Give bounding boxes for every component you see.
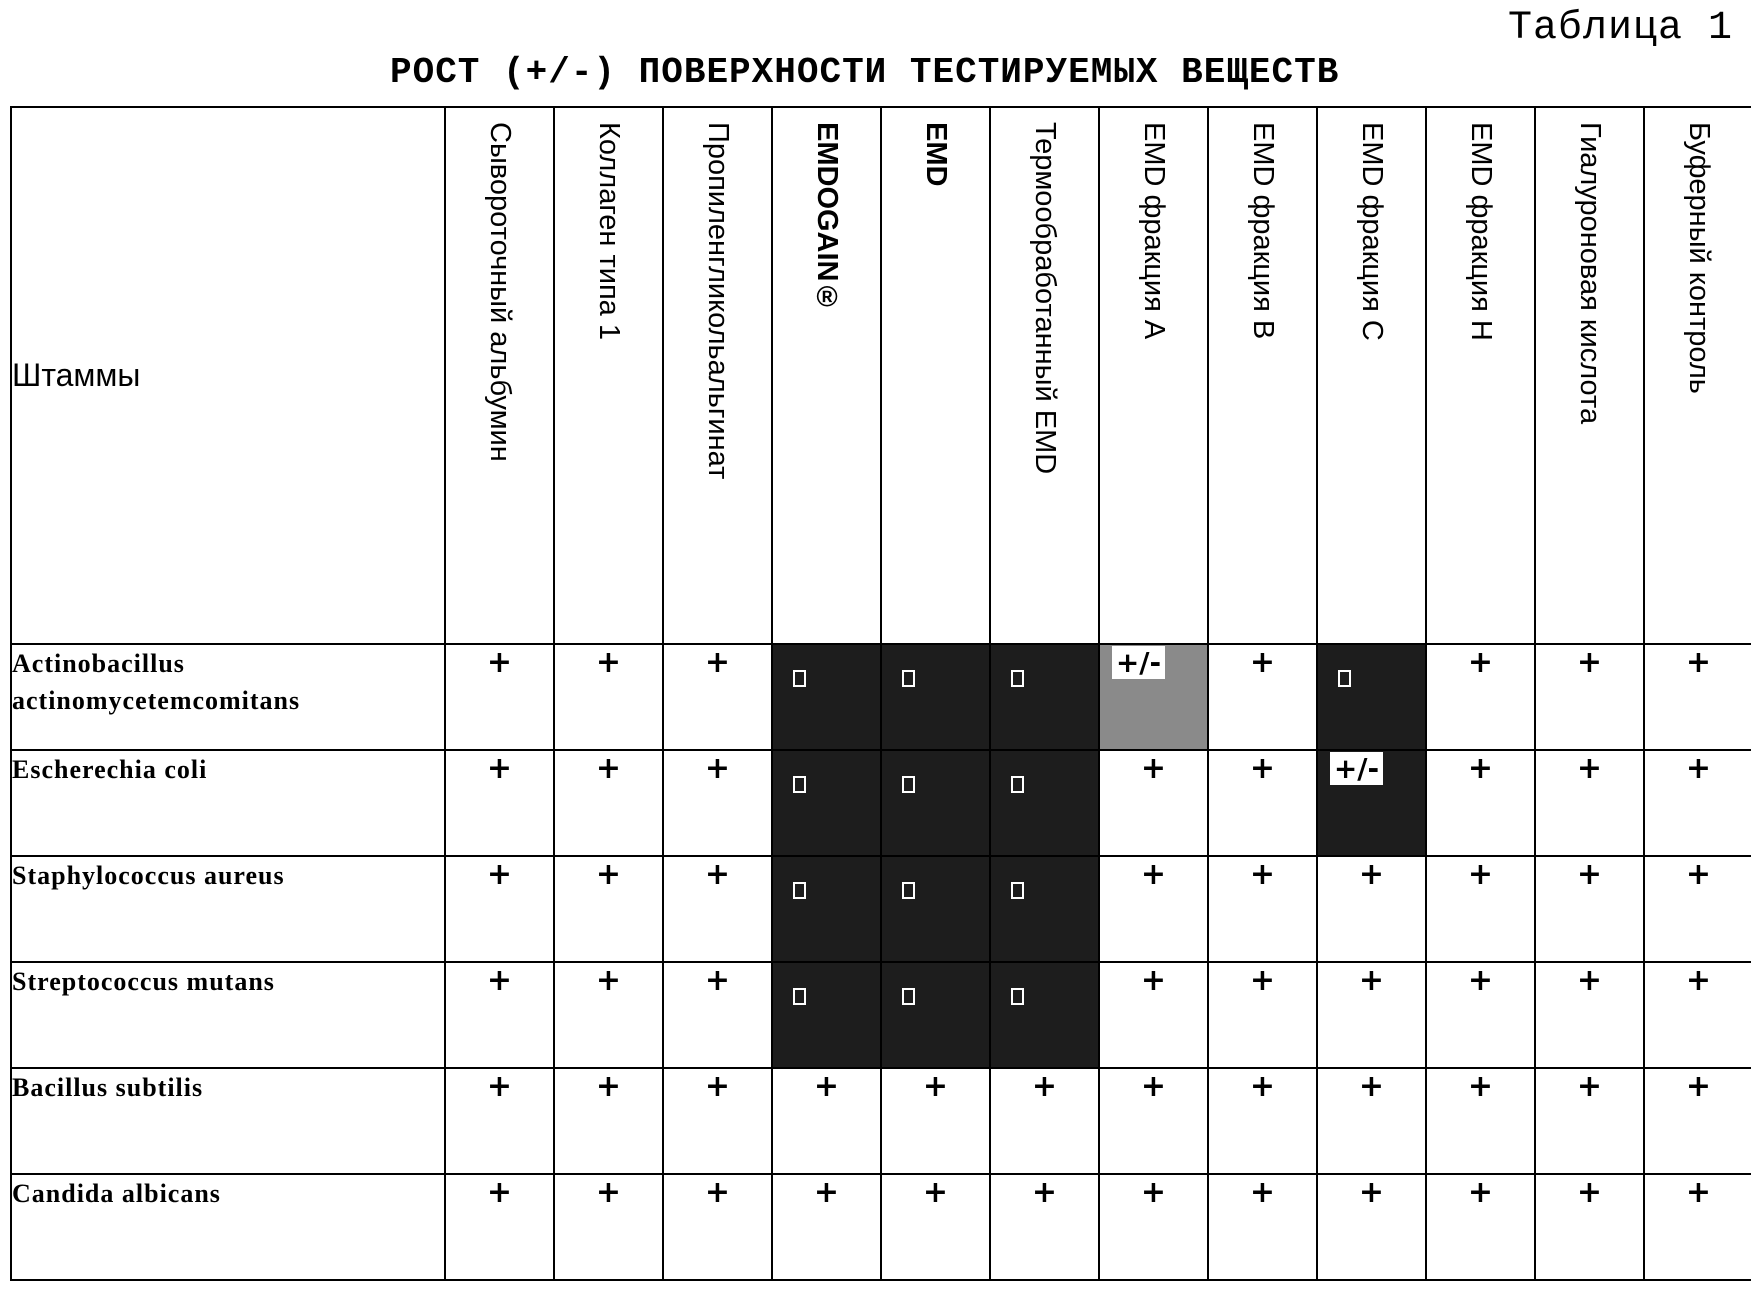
result-cell (1535, 856, 1644, 962)
result-cell (1644, 1068, 1751, 1174)
result-cell (554, 644, 663, 750)
growth-value: + (704, 1175, 731, 1210)
result-cell (881, 1068, 990, 1174)
result-cell (772, 1068, 881, 1174)
growth-value: + (486, 645, 513, 680)
column-header (554, 107, 663, 644)
result-cell (1535, 1068, 1644, 1174)
no-growth-marker (1011, 776, 1024, 793)
result-cell (1644, 856, 1751, 962)
growth-value: + (595, 1175, 622, 1210)
growth-value: + (1576, 645, 1603, 680)
no-growth-marker (902, 776, 915, 793)
growth-value: + (1358, 1175, 1385, 1210)
result-cell (990, 644, 1099, 750)
growth-value: + (1140, 857, 1167, 892)
growth-value: + (1249, 1175, 1276, 1210)
column-header-label: Пропиленгликольальгинат (702, 122, 734, 480)
column-header (1317, 107, 1426, 644)
growth-value: + (1467, 857, 1494, 892)
result-cell (663, 1174, 772, 1280)
result-cell (1317, 1174, 1426, 1280)
growth-value: + (1685, 751, 1712, 786)
growth-value: + (1249, 857, 1276, 892)
result-cell (554, 856, 663, 962)
growth-value: + (1358, 857, 1385, 892)
growth-value: + (1467, 963, 1494, 998)
result-cell (1317, 962, 1426, 1068)
result-cell (990, 962, 1099, 1068)
growth-value: + (1467, 1175, 1494, 1210)
growth-value: + (1685, 1069, 1712, 1104)
result-cell (663, 750, 772, 856)
result-cell (1644, 962, 1751, 1068)
column-header-label: Гиалуроновая кислота (1574, 122, 1606, 425)
result-cell (1535, 1174, 1644, 1280)
growth-value: + (922, 1175, 949, 1210)
table-number-label: Таблица 1 (1507, 6, 1733, 51)
growth-value: + (704, 857, 731, 892)
column-header (1426, 107, 1535, 644)
result-cell (663, 962, 772, 1068)
result-cell (445, 856, 554, 962)
result-cell (1208, 1174, 1317, 1280)
table-row (11, 644, 1751, 750)
column-header (1644, 107, 1751, 644)
column-header-label: EMD (920, 122, 952, 187)
column-header-label: Коллаген типа 1 (593, 122, 625, 340)
result-cell (1099, 1068, 1208, 1174)
result-cell (445, 750, 554, 856)
growth-value: + (1031, 1069, 1058, 1104)
column-header (1099, 107, 1208, 644)
result-cell (1644, 750, 1751, 856)
result-cell (554, 1174, 663, 1280)
result-cell (1644, 644, 1751, 750)
table-row (11, 750, 1751, 856)
result-cell (1426, 1068, 1535, 1174)
growth-value: + (1249, 963, 1276, 998)
strain-name: Bacillus subtilis (11, 1068, 445, 1174)
result-cell (1426, 1174, 1535, 1280)
no-growth-marker (902, 882, 915, 899)
no-growth-marker (793, 882, 806, 899)
growth-value: + (1140, 751, 1167, 786)
growth-value: + (1249, 1069, 1276, 1104)
no-growth-marker (793, 670, 806, 687)
growth-value: + (1685, 645, 1712, 680)
result-cell (881, 962, 990, 1068)
result-cell (1099, 856, 1208, 962)
table-row (11, 1174, 1751, 1280)
growth-value: + (813, 1175, 840, 1210)
column-header-label: EMD фракция В (1247, 122, 1279, 340)
growth-value: + (1576, 1069, 1603, 1104)
growth-value: + (595, 857, 622, 892)
result-cell (990, 1068, 1099, 1174)
result-cell (1426, 856, 1535, 962)
no-growth-marker (1011, 988, 1024, 1005)
column-header-label: EMD фракция H (1465, 122, 1497, 341)
result-cell (663, 856, 772, 962)
result-cell (772, 1174, 881, 1280)
column-header-label: EMD фракция С (1356, 122, 1388, 341)
result-cell (1426, 750, 1535, 856)
column-header (1208, 107, 1317, 644)
growth-value: + (1358, 1069, 1385, 1104)
growth-value: + (486, 857, 513, 892)
growth-value: + (704, 1069, 731, 1104)
growth-value: + (595, 963, 622, 998)
no-growth-marker (902, 670, 915, 687)
partial-growth-value: +/- (1330, 752, 1383, 785)
growth-value: + (813, 1069, 840, 1104)
table-row (11, 856, 1751, 962)
column-header (663, 107, 772, 644)
column-header-label: Термообработанный EMD (1029, 122, 1061, 475)
growth-value: + (595, 645, 622, 680)
result-cell (554, 1068, 663, 1174)
result-cell (881, 750, 990, 856)
growth-value: + (1576, 1175, 1603, 1210)
table-title: РОСТ (+/-) ПОВЕРХНОСТИ ТЕСТИРУЕМЫХ ВЕЩЕСТВ (390, 52, 1340, 93)
result-cell (881, 1174, 990, 1280)
strain-name: Candida albicans (11, 1174, 445, 1280)
growth-value: + (1467, 645, 1494, 680)
growth-value: + (1249, 645, 1276, 680)
growth-value: + (1140, 1175, 1167, 1210)
growth-value: + (1249, 751, 1276, 786)
result-cell (1099, 1174, 1208, 1280)
table-body (11, 644, 1751, 1280)
result-cell (990, 856, 1099, 962)
result-cell (663, 644, 772, 750)
column-header-label: Буферный контроль (1683, 122, 1715, 394)
result-cell (1426, 644, 1535, 750)
table-row (11, 962, 1751, 1068)
result-cell (1644, 1174, 1751, 1280)
result-cell (554, 750, 663, 856)
growth-value: + (1576, 857, 1603, 892)
result-cell (1535, 750, 1644, 856)
result-cell (772, 856, 881, 962)
no-growth-marker (1011, 670, 1024, 687)
result-cell (1208, 1068, 1317, 1174)
result-cell (772, 962, 881, 1068)
column-header (1535, 107, 1644, 644)
result-cell (1317, 644, 1426, 750)
growth-value: + (1576, 963, 1603, 998)
growth-value: + (1140, 963, 1167, 998)
column-header (881, 107, 990, 644)
growth-value: + (595, 1069, 622, 1104)
result-cell (445, 962, 554, 1068)
no-growth-marker (793, 988, 806, 1005)
growth-table (10, 106, 1751, 1281)
growth-value: + (595, 751, 622, 786)
no-growth-marker (1011, 882, 1024, 899)
result-cell (445, 1068, 554, 1174)
growth-value: + (1685, 963, 1712, 998)
result-cell (1317, 856, 1426, 962)
result-cell (1208, 856, 1317, 962)
result-cell (1208, 962, 1317, 1068)
growth-value: + (704, 963, 731, 998)
result-cell (445, 644, 554, 750)
growth-value: + (1576, 751, 1603, 786)
no-growth-marker (793, 776, 806, 793)
growth-value: + (1685, 857, 1712, 892)
partial-growth-value: +/- (1112, 646, 1165, 679)
strain-name: Streptococcus mutans (11, 962, 445, 1068)
growth-value: + (1467, 1069, 1494, 1104)
result-cell (1535, 644, 1644, 750)
growth-value: + (704, 645, 731, 680)
result-cell (772, 644, 881, 750)
header-row (11, 107, 1751, 644)
column-header-label: EMD фракция А (1138, 122, 1170, 340)
column-header (990, 107, 1099, 644)
result-cell (990, 750, 1099, 856)
strain-name: Actinobacillus actinomycetemcomitans (11, 644, 445, 750)
growth-value: + (1140, 1069, 1167, 1104)
column-header (445, 107, 554, 644)
growth-value: + (1031, 1175, 1058, 1210)
growth-value: + (1467, 751, 1494, 786)
growth-value: + (486, 963, 513, 998)
result-cell (1208, 750, 1317, 856)
growth-value: + (486, 1175, 513, 1210)
result-cell (1535, 962, 1644, 1068)
result-cell (990, 1174, 1099, 1280)
result-cell (1426, 962, 1535, 1068)
strain-name: Escherechia coli (11, 750, 445, 856)
result-cell (881, 856, 990, 962)
no-growth-marker (1338, 670, 1351, 687)
growth-value: + (704, 751, 731, 786)
table-row (11, 1068, 1751, 1174)
column-header-label: Сывороточный альбумин (484, 122, 516, 462)
result-cell (1099, 962, 1208, 1068)
result-cell (1099, 750, 1208, 856)
result-cell (1317, 750, 1426, 856)
result-cell (881, 644, 990, 750)
growth-value: + (1685, 1175, 1712, 1210)
growth-value: + (486, 751, 513, 786)
result-cell (772, 750, 881, 856)
column-header (772, 107, 881, 644)
result-cell (1317, 1068, 1426, 1174)
growth-value: + (1358, 963, 1385, 998)
result-cell (1099, 644, 1208, 750)
no-growth-marker (902, 988, 915, 1005)
growth-value: + (922, 1069, 949, 1104)
strain-name: Staphylococcus aureus (11, 856, 445, 962)
column-header-label: EMDOGAIN® (811, 122, 843, 314)
growth-value: + (486, 1069, 513, 1104)
result-cell (663, 1068, 772, 1174)
result-cell (1208, 644, 1317, 750)
result-cell (445, 1174, 554, 1280)
result-cell (554, 962, 663, 1068)
strains-header: Штаммы (11, 107, 445, 644)
